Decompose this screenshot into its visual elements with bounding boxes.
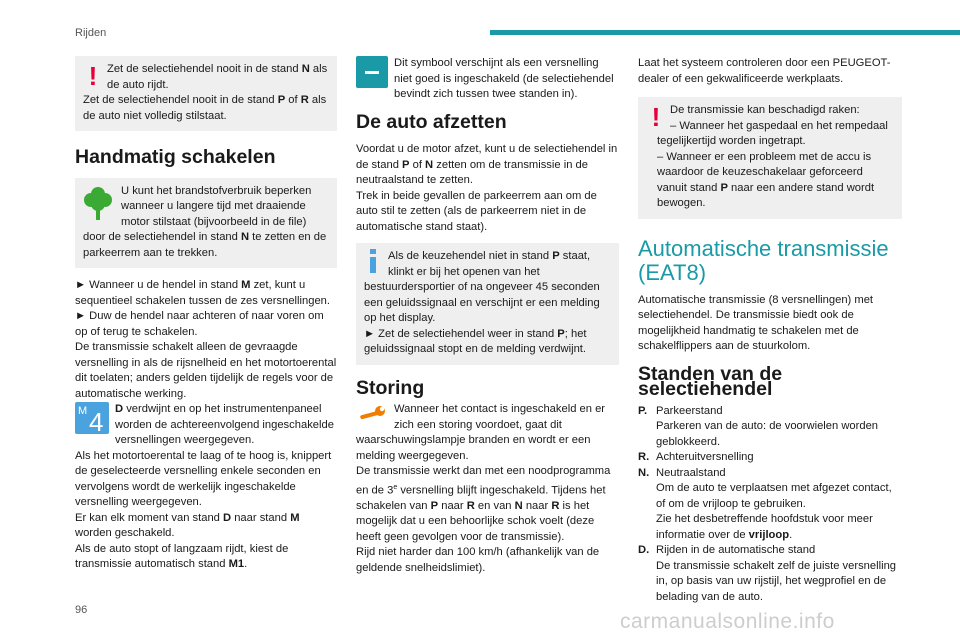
info-box: Als de keuzehendel niet in stand P staat, klinkt er bij het openen van het bestuurdersportier of na ongeveer 45 seconden een geluidssignaal en verschijnt er een melding op het display. ► Zet de selectiehendel weer in stand P; het geluidssignaal stopt en de melding verdwijnt. xyxy=(356,243,619,365)
svg-text:M: M xyxy=(78,405,88,417)
list-item: N. Neutraalstand Om de auto te verplaatsen met afgezet contact, of om de vrijloop te gebruiken. Zie het desbetreffende hoofdstuk voor meer informatie over de vrijloop. xyxy=(638,466,892,541)
m4-display-icon xyxy=(75,402,109,434)
eco-tip-box xyxy=(75,178,337,269)
heading-automatische-transmissie: Automatische transmissie (EAT8) xyxy=(638,235,889,285)
watermark: carmanualsonline.info xyxy=(620,610,835,633)
info-icon xyxy=(364,249,382,273)
eco-tree-icon xyxy=(83,184,113,222)
gear-fault-dash-icon xyxy=(356,56,388,88)
svg-text:4: 4 xyxy=(89,407,104,434)
heading-handmatig-schakelen: Handmatig schakelen xyxy=(75,146,276,168)
warning-box-2: ! De transmissie kan beschadigd raken: – Wanneer het gaspedaal en het rempedaal tegelijkertijd worden ingetrapt. – Wanneer er een probleem met de accu is waardoor de keuzeschakelaar geforceerd vanuit stand P naar een andere stand wordt bewogen. xyxy=(638,97,902,219)
header-accent-bar xyxy=(490,30,960,35)
selector-positions-list xyxy=(638,404,902,606)
warning-exclamation-icon: ! xyxy=(651,102,661,132)
list-item: P. Parkeerstand Parkeren van de auto: de voorwielen worden geblokkeerd. xyxy=(638,404,879,448)
column-2: Dit symbool verschijnt als een versnelling niet goed is ingeschakeld (de selectiehendel bevindt zich tussen twee standen in). De auto afzetten Voordat u de motor afzet, kunt u de selectiehendel in de stand P of N zetten om de transmissie in de neutraalstand te zetten. Trek in beide gevallen de parkeerrem aan om de auto stil te zetten (als de parkeerrem niet in de automatische stand staat). Als de keuzehendel niet in stand P staat, klinkt er bij het openen van het bestuurdersportier of na ongeveer 45 seconden een geluidssignaal en verschijnt er een melding op het display. ► Zet de selectiehendel weer in stand P; het geluidssignaal stopt en de melding verdwijnt. Storing Wanneer het contact is ingeschakeld en er zich een storing voordoet, gaat dit waarschuwingslampje branden en wordt er een melding weergegeven. De transmissie werkt dan met een noodprogramma en de 3e versnelling blijft ingeschakeld. Tijdens het schakelen van P naar R en van N naar R is het mogelijk dat u een behoorlijke schok voelt (deze heeft geen gevolgen voor de transmissie). Rijd niet harder dan 100 km/h (afhankelijk van de geldende snelheidslimiet). xyxy=(356,57,618,574)
heading-standen-selectiehendel: Standen van de selectiehendel xyxy=(638,362,783,400)
wrench-warning-icon xyxy=(356,404,386,426)
heading-auto-afzetten: De auto afzetten xyxy=(356,110,507,133)
page-number: 96 xyxy=(75,604,88,616)
list-item: D. Rijden in de automatische stand De transmissie schakelt zelf de juiste versnelling in, op basis van uw rijstijl, het wegprofiel en de belading van de auto. xyxy=(638,544,897,603)
list-item: R. Achteruitversnelling xyxy=(638,451,754,463)
eco-tip-text: U kunt het brandstofverbruik beperken wanneer u langere tijd met draaiende motor stilstaat (bijvoorbeeld in de file) door de selectiehendel in stand N te zetten en de parkeerrem aan te trekken. xyxy=(83,184,327,259)
heading-storing: Storing xyxy=(356,376,425,399)
section-title: Rijden xyxy=(75,27,107,39)
warning-exclamation-icon: ! xyxy=(88,61,98,91)
warning-box-1: ! Zet de selectiehendel nooit in de stand N als de auto rijdt. Zet de selectiehendel nooit in de stand P of R als de auto niet volledig stilstaat. xyxy=(75,56,337,131)
column-1: ! Zet de selectiehendel nooit in de stand N als de auto rijdt. Zet de selectiehendel nooit in de stand P of R als de auto niet volledig stilstaat. Handmatig schakelen U kunt het brandstofverbruik beperken wanneer u langere tijd met draaiende motor stilstaat (bijvoorbeeld in de file) door de selectiehendel in stand N te zetten en de parkeerrem aan te trekken. ► Wanneer u de hendel in stand M zet, kunt u sequentieel schakelen tussen de zes versnellingen. ► Duw de hendel naar achteren of naar voren om op of terug te schakelen. De transmissie schakelt alleen de gevraagde versnelling in als de rijsnelheid en het motortoerental dit toelaten; anders gelden tijdelijk de regels voor de automatische werking. M 4 D verdwijnt en op het instrumentenpaneel worden de achtereenvolgend ingeschakelde versnellingen weergegeven. Als het motortoerental te laag of te hoog is, knippert de geselecteerde versnelling enkele seconden en vervolgens wordt de werkelijk ingeschakelde versnelling weergegeven. Er kan elk moment van stand D naar stand M worden geschakeld. Als de auto stopt of langzaam rijdt, kiest de transmissie automatisch stand M1. xyxy=(75,56,337,573)
column-3: Laat het systeem controleren door een PEUGEOT-dealer of een gekwalificeerde werkplaats. ! De transmissie kan beschadigd raken: – Wanneer het gaspedaal en het rempedaal tegelijkertijd worden ingetrapt. – Wanneer er een probleem met de accu is waardoor de keuzeschakelaar geforceerd vanuit stand P naar een andere stand wordt bewogen. Automatische transmissie (EAT8) Automatische transmissie (8 versnellingen) met selectiehendel. De transmissie biedt ook de mogelijkheid handmatig te schakelen met de schakelflippers aan de stuurkolom. Standen van de selectiehendel P. Parkeerstand Parkeren van de auto: de voorwielen worden geblokkeerd. R. Achteruitversnelling N. Neutraalstand Om de auto te verplaatsen met afgezet contact, of om de vrijloop te gebruiken. Zie het desbetreffende hoofdstuk voor meer informatie over de vrijloop. D. Rijden in de automatische stand De transmissie schakelt zelf de juiste versnelling in, op basis van uw rijstijl, het wegprofiel en de belading van de auto. xyxy=(638,56,902,605)
